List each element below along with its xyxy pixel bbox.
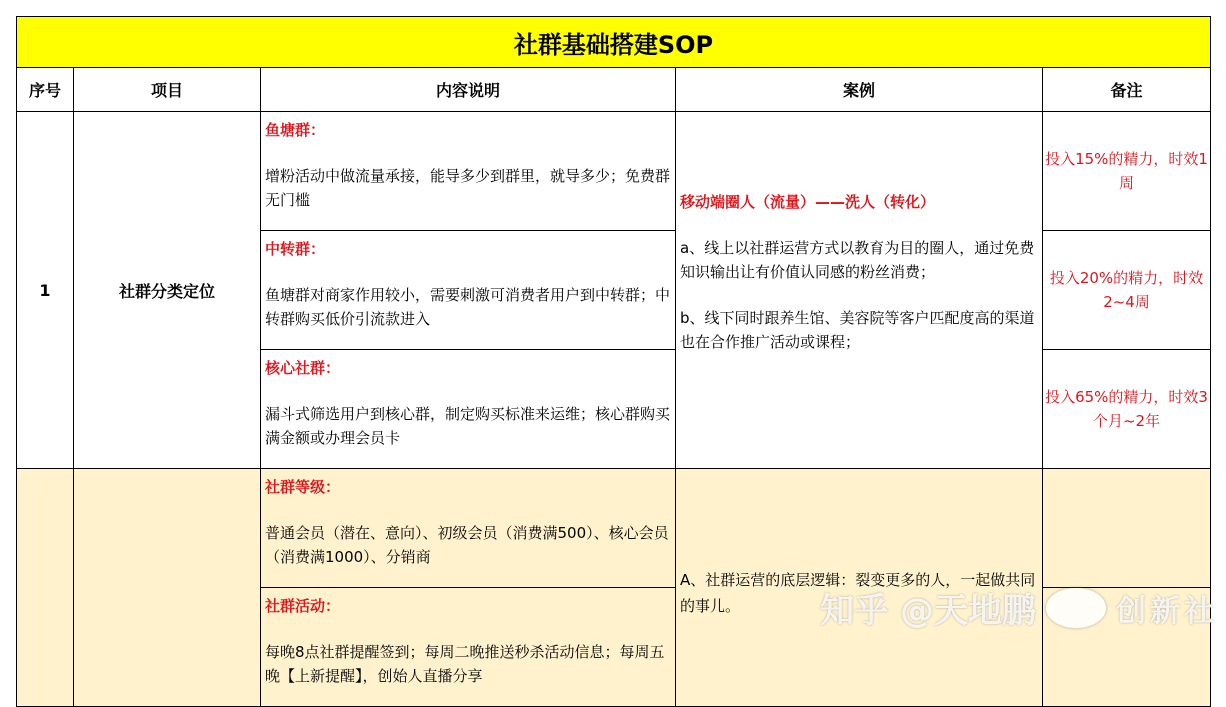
- note-cell: 投入65%的精力，时效3个月~2年: [1043, 350, 1211, 469]
- content-cell-core: [261, 350, 676, 469]
- row2-no: [17, 469, 74, 707]
- content-label: 鱼塘群：: [265, 121, 326, 139]
- case-cell: [676, 112, 1043, 469]
- content-text: 鱼塘群对商家作用较小，需要刺激可消费者用户到中转群；中转群购买低价引流款进入: [265, 286, 671, 328]
- content-label: 中转群：: [265, 240, 326, 258]
- content-cell-fishpond: [261, 112, 676, 231]
- case-cell-2: A、社群运营的底层逻辑：裂变更多的人，一起做共同的事儿。: [676, 469, 1043, 707]
- header-item: 项目: [74, 68, 261, 112]
- content-cell-activity: [261, 588, 676, 707]
- content-cell-transfer: [261, 231, 676, 350]
- sop-sheet: [16, 16, 1210, 685]
- header-note: 备注: [1043, 68, 1211, 112]
- content-text: 普通会员（潜在、意向）、初级会员（消费满500）、核心会员（消费满1000）、分销商: [265, 524, 669, 566]
- row1-no: 1: [17, 112, 74, 469]
- content-text: 增粉活动中做流量承接，能导多少到群里，就导多少；免费群无门槛: [265, 167, 671, 209]
- header-case: 案例: [676, 68, 1043, 112]
- content-label: 社群等级：: [265, 478, 341, 496]
- content-label: 社群活动：: [265, 597, 341, 615]
- case-text-b: b、线下同时跟养生馆、美容院等客户匹配度高的渠道也在合作推广活动或课程；: [680, 309, 1035, 351]
- watermark-brand: 创新社: [1116, 593, 1218, 629]
- case-label: 移动端圈人（流量）——洗人（转化）: [680, 193, 936, 211]
- watermark-site: 知乎 @天地鹏: [820, 591, 1036, 631]
- content-text: 漏斗式筛选用户到核心群，制定购买标准来运维；核心群购买满金额或办理会员卡: [265, 405, 671, 447]
- content-label: 核心社群：: [265, 359, 341, 377]
- header-no: 序号: [17, 68, 74, 112]
- note-cell: 投入15%的精力，时效1周: [1043, 112, 1211, 231]
- content-cell-level: [261, 469, 676, 588]
- table-title: 社群基础搭建SOP: [17, 17, 1211, 68]
- brand-logo-icon: [1046, 588, 1106, 628]
- header-content: 内容说明: [261, 68, 676, 112]
- row1-item: 社群分类定位: [74, 112, 261, 469]
- note-cell-empty: [1043, 469, 1211, 588]
- content-text: 每晚8点社群提醒签到；每周二晚推送秒杀活动信息；每周五晚【上新提醒】，创始人直播分享: [265, 643, 665, 685]
- case-text-a: a、线上以社群运营方式以教育为目的圈人，通过免费知识输出让有价值认同感的粉丝消费；: [680, 239, 1035, 281]
- note-cell: 投入20%的精力，时效2~4周: [1043, 231, 1211, 350]
- watermark: [820, 583, 1218, 632]
- row2-item: [74, 469, 261, 707]
